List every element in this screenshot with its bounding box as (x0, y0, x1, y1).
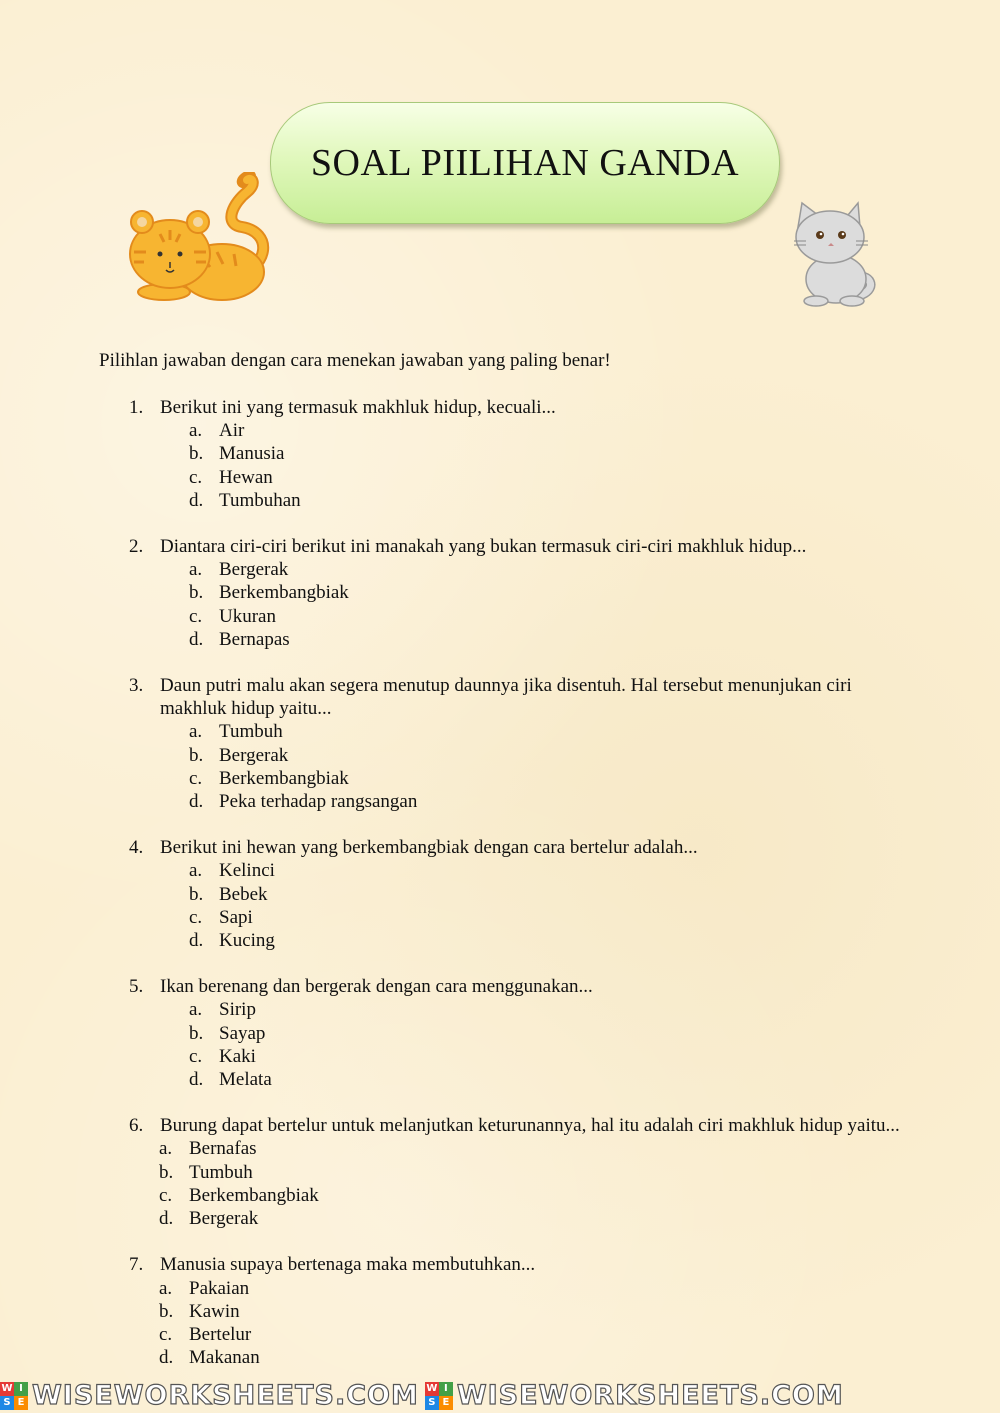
brand-text: WISEWORKSHEETS.COM (456, 1380, 844, 1411)
question-number: 6. (129, 1115, 144, 1137)
question-number: 1. (129, 397, 144, 418)
option-d[interactable]: d. Melata (189, 1069, 272, 1091)
question-1 (0, 396, 1000, 512)
title-banner (270, 102, 780, 224)
option-d[interactable]: d. Bergerak (159, 1208, 259, 1230)
question-number: 2. (129, 536, 144, 558)
brand-watermark (425, 1380, 844, 1411)
question-5 (0, 975, 1000, 1091)
option-a[interactable]: a. Bernafas (159, 1138, 257, 1160)
question-number: 7. (129, 1254, 144, 1276)
question-7 (0, 1253, 1000, 1369)
tiger-illustration (122, 172, 270, 304)
option-d[interactable]: d. Kucing (189, 930, 275, 952)
question-6 (0, 1114, 1000, 1230)
option-b[interactable]: b. Bergerak (189, 744, 289, 766)
option-a[interactable]: a. Air (189, 420, 245, 442)
instruction-text: Pilihlan jawaban dengan cara menekan jawaban yang paling benar! (99, 350, 611, 371)
question-2 (0, 535, 1000, 651)
option-b[interactable]: b. Kawin (159, 1300, 240, 1322)
option-a[interactable]: a. Pakaian (159, 1277, 250, 1299)
brand-text: WISEWORKSHEETS.COM (32, 1380, 419, 1411)
option-b[interactable]: b. Tumbuh (159, 1161, 253, 1183)
footer-watermark (0, 1378, 1000, 1413)
option-d[interactable]: d. Tumbuhan (189, 489, 301, 511)
cat-illustration (786, 197, 876, 309)
question-text: Diantara ciri-ciri berikut ini manakah yang bukan termasuk ciri-ciri makhluk hidup... (160, 536, 807, 558)
option-b[interactable]: b. Berkembangbiak (189, 582, 349, 604)
option-d[interactable]: d. Peka terhadap rangsangan (189, 791, 418, 813)
option-c[interactable]: c. Berkembangbiak (189, 767, 349, 789)
option-c[interactable]: c. Ukuran (189, 605, 276, 627)
option-a[interactable]: a. Sirip (189, 999, 256, 1021)
question-text: Manusia supaya bertenaga maka membutuhkan... (160, 1254, 536, 1276)
option-d[interactable]: d. Bernapas (189, 628, 290, 650)
option-b[interactable]: b. Bebek (189, 883, 268, 905)
question-text: Burung dapat bertelur untuk melanjutkan keturunannya, hal itu adalah ciri makhluk hidup yaitu... (160, 1115, 900, 1137)
page-title: SOAL PIILIHAN GANDA (310, 142, 740, 184)
option-a[interactable]: a. Tumbuh (189, 721, 283, 743)
question-4 (0, 836, 1000, 952)
option-c[interactable]: c. Hewan (189, 466, 273, 488)
question-3 (0, 674, 1000, 813)
option-a[interactable]: a. Bergerak (189, 559, 289, 581)
option-c[interactable]: c. Sapi (189, 906, 253, 928)
question-text: Berikut ini hewan yang berkembangbiak dengan cara bertelur adalah... (160, 837, 698, 859)
brand-logo-icon: W I S E (0, 1382, 28, 1410)
option-b[interactable]: b. Manusia (189, 443, 285, 465)
option-c[interactable]: c. Berkembangbiak (159, 1184, 319, 1206)
option-a[interactable]: a. Kelinci (189, 860, 275, 882)
question-text: Daun putri malu akan segera menutup daunnya jika disentuh. Hal tersebut menunjukan ciri makhluk hidup yaitu... (160, 675, 852, 720)
option-c[interactable]: c. Kaki (189, 1045, 256, 1067)
question-text: Berikut ini yang termasuk makhluk hidup, kecuali... (160, 397, 556, 418)
question-number: 5. (129, 976, 144, 998)
question-number: 3. (129, 675, 144, 697)
brand-watermark (0, 1380, 419, 1411)
question-list (0, 396, 1000, 1392)
option-b[interactable]: b. Sayap (189, 1022, 266, 1044)
option-d[interactable]: d. Makanan (159, 1347, 260, 1369)
brand-logo-icon: W I S E (425, 1382, 453, 1410)
question-number: 4. (129, 837, 144, 859)
option-c[interactable]: c. Bertelur (159, 1323, 252, 1345)
question-text: Ikan berenang dan bergerak dengan cara menggunakan... (160, 976, 593, 998)
